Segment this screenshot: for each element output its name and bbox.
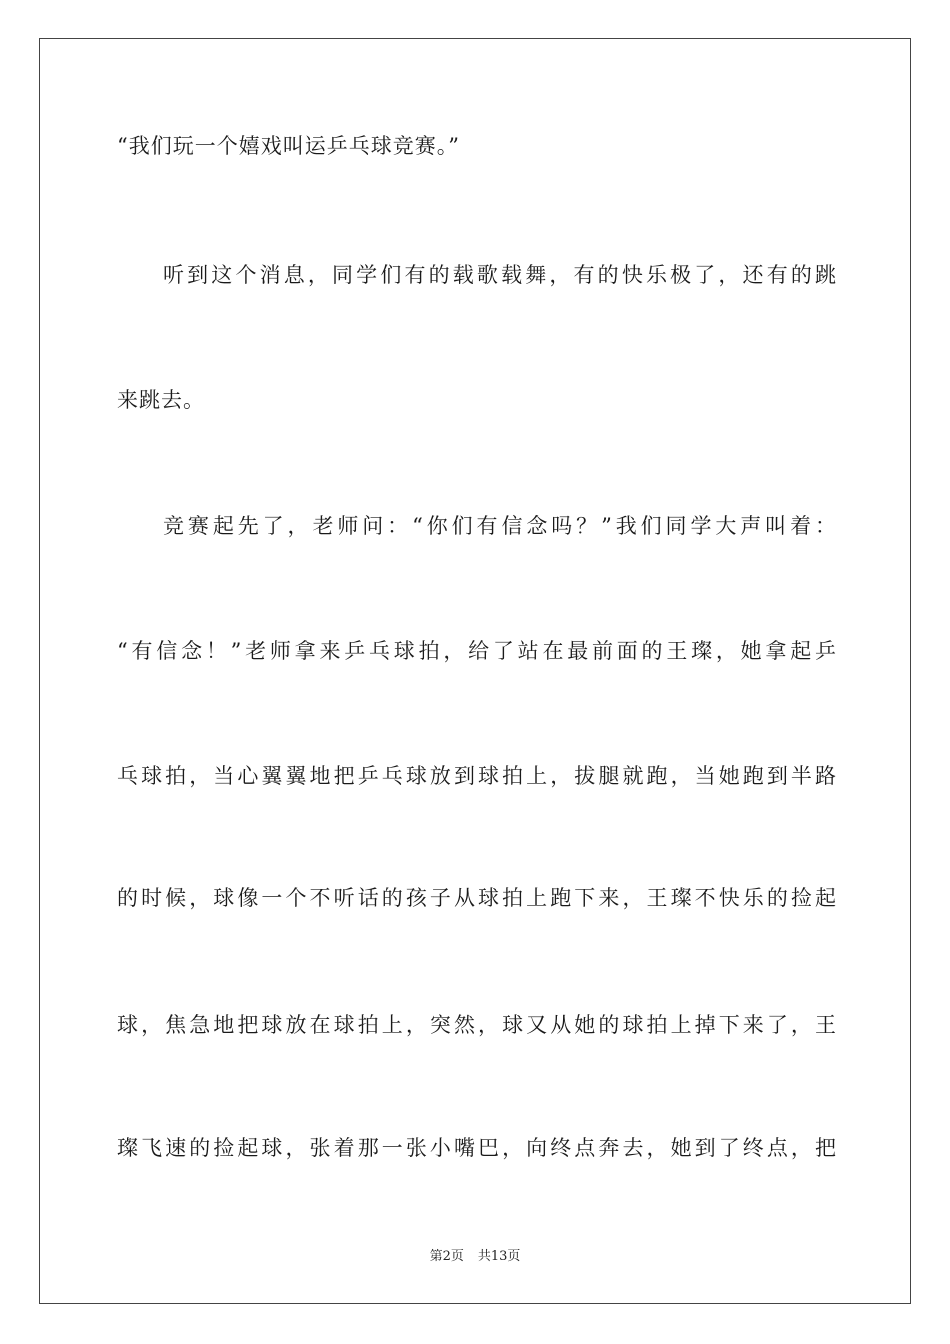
- text-line-1: “我们玩一个嬉戏叫运乒乓球竞赛。”: [117, 134, 460, 158]
- page-border: [39, 38, 911, 1304]
- text-line-5: “有信念！”老师拿来乒乓球拍，给了站在最前面的王璨，她拿起乒: [117, 639, 837, 663]
- text-line-7: 的时候，球像一个不听话的孩子从球拍上跑下来，王璨不快乐的捡起: [117, 886, 837, 910]
- page-footer: [0, 1248, 950, 1266]
- page-number: 第2页: [429, 1249, 464, 1264]
- text-line-9: 璨飞速的捡起球，张着那一张小嘴巴，向终点奔去，她到了终点，把: [117, 1136, 837, 1160]
- text-line-2: 听到这个消息，同学们有的载歌载舞，有的快乐极了，还有的跳: [163, 263, 837, 287]
- page-total: 共13页: [477, 1249, 521, 1264]
- text-line-4: 竞赛起先了，老师问：“你们有信念吗？”我们同学大声叫着：: [163, 514, 837, 538]
- text-line-3: 来跳去。: [117, 388, 205, 412]
- text-line-8: 球，焦急地把球放在球拍上，突然，球又从她的球拍上掉下来了，王: [117, 1013, 837, 1037]
- text-line-6: 乓球拍，当心翼翼地把乒乓球放到球拍上，拔腿就跑，当她跑到半路: [117, 764, 837, 788]
